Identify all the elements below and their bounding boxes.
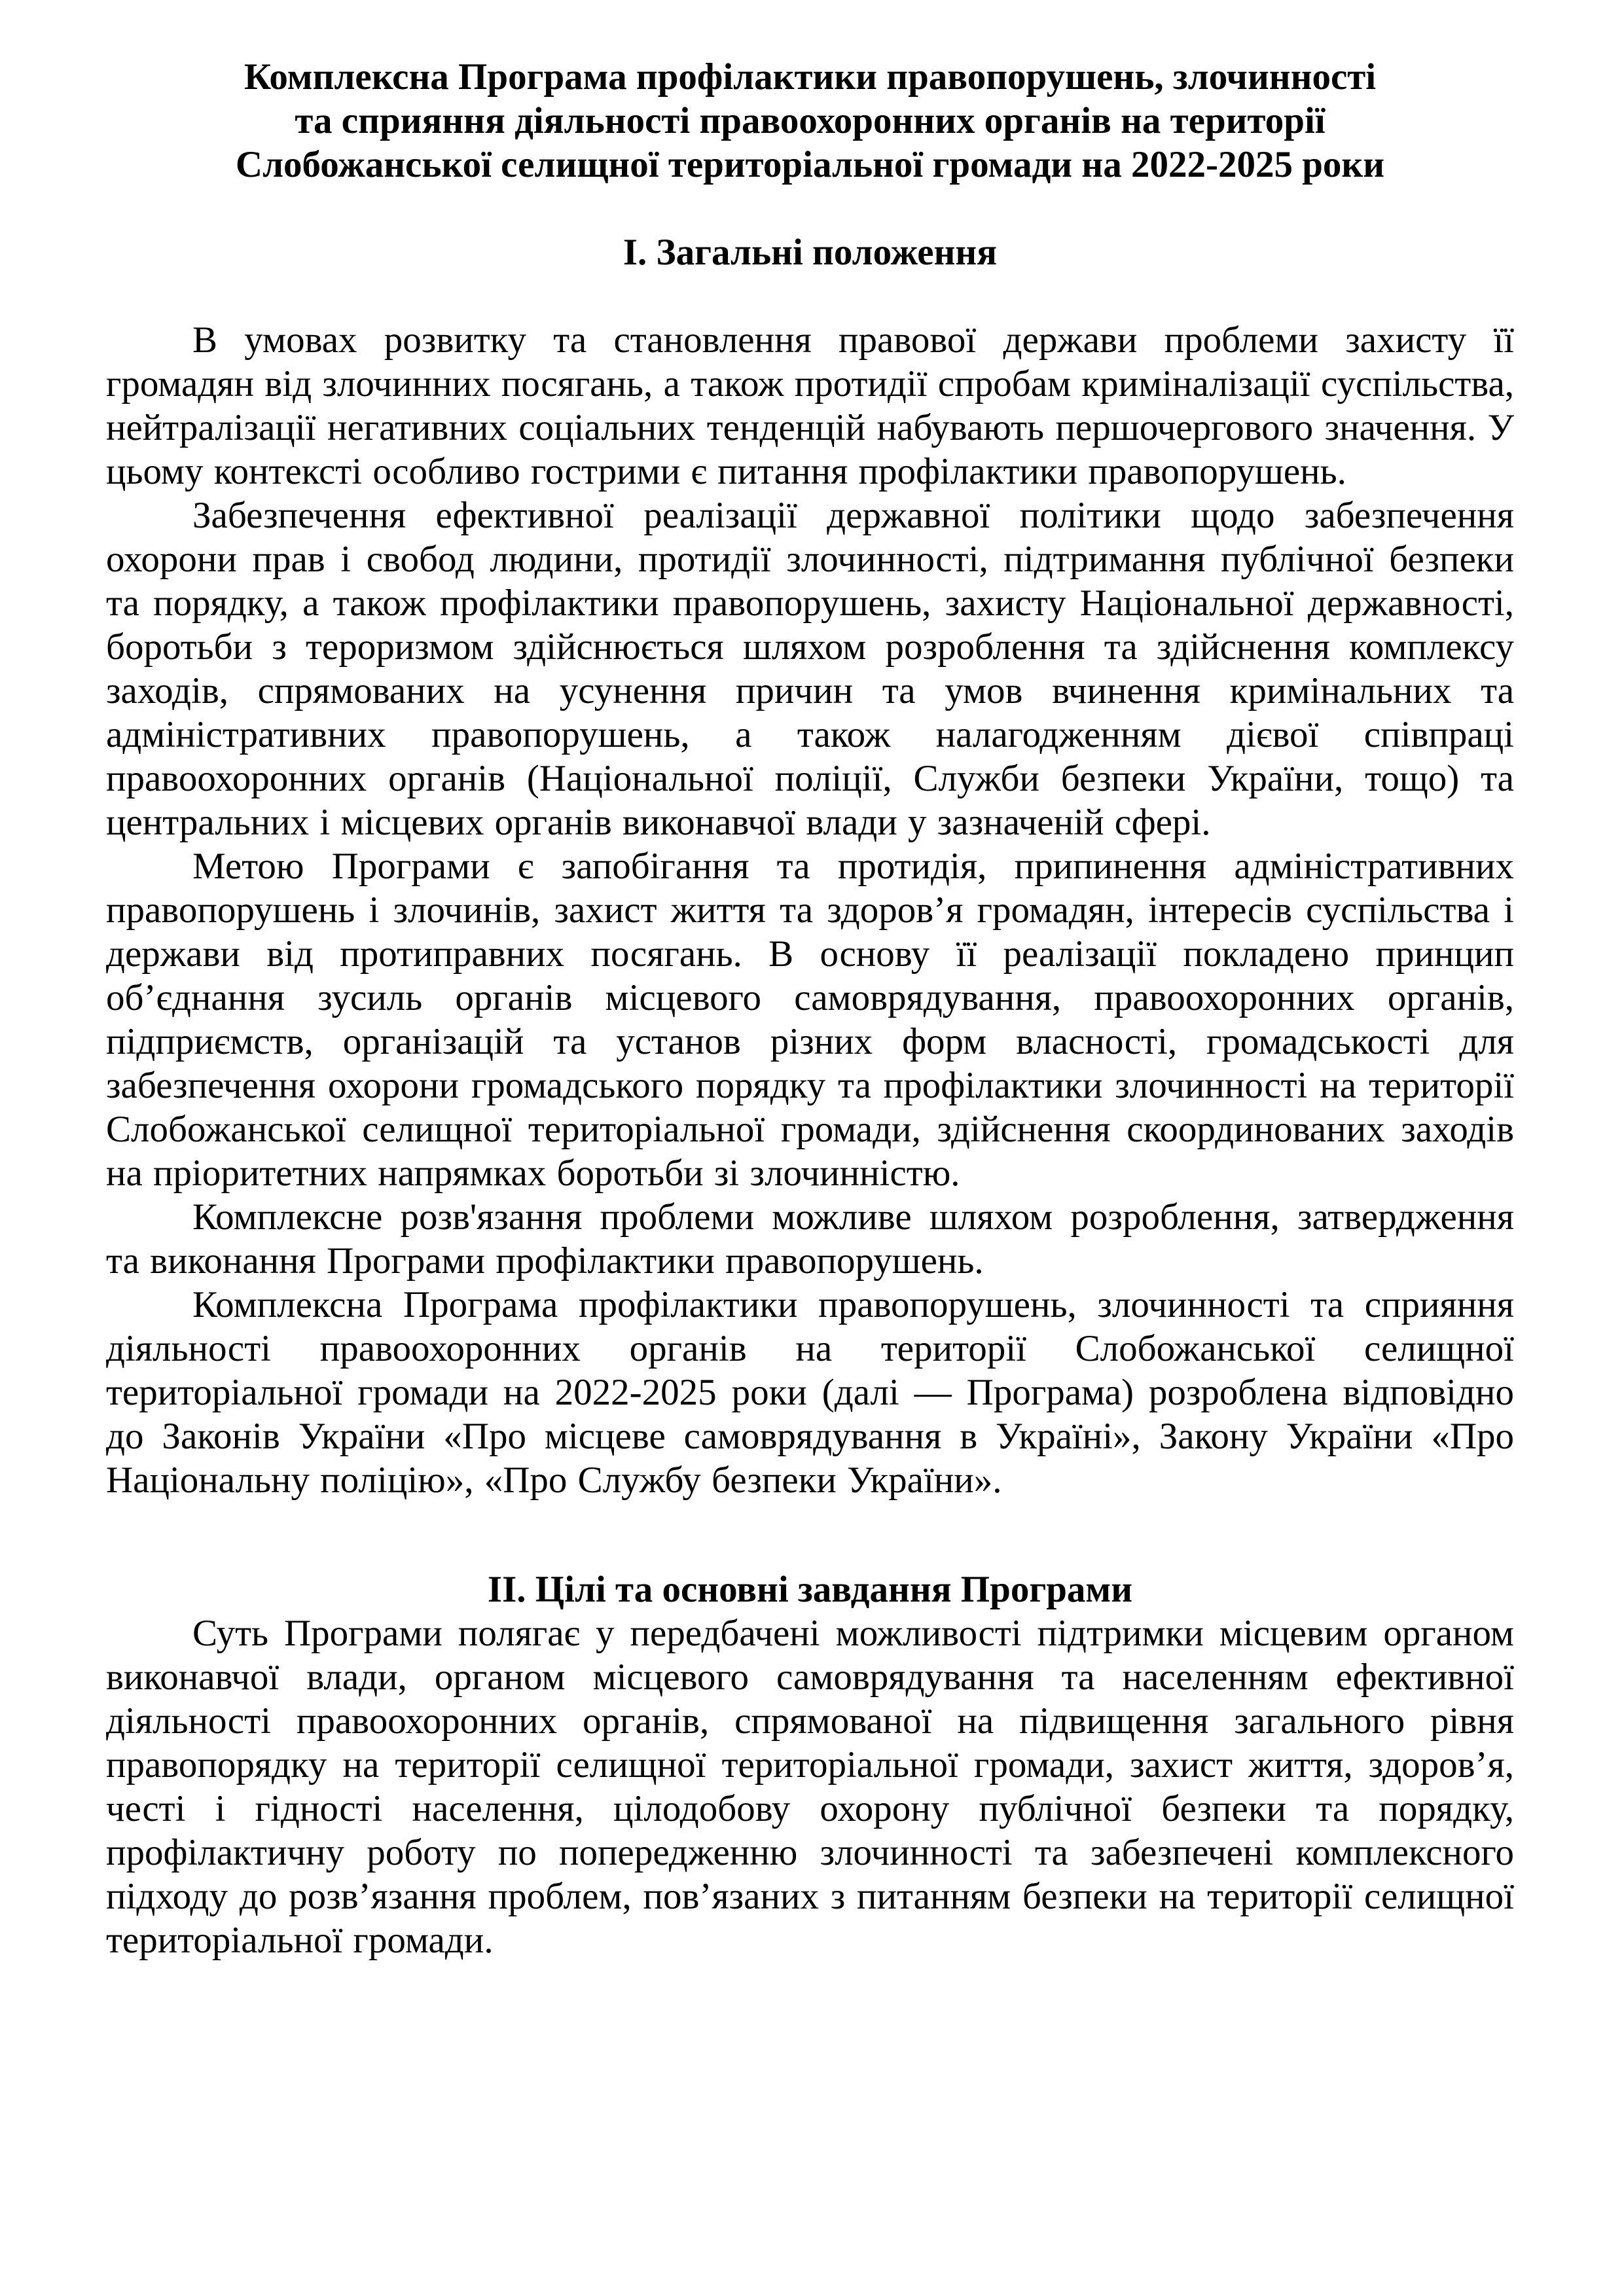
section-1-paragraph-5: Комплексна Програма профілактики правопорушень, злочинності та сприяння діяльності правоохоронних органів на території Слобожанської селищної територіальної громади на 2022-2025 роки (далі — Програма) розроблена відповідно до Законів України «Про місцеве самоврядування в Україні», Закону України «Про Національну поліцію», «Про Службу безпеки України». xyxy=(106,1284,1514,1501)
document-title xyxy=(106,55,1514,187)
section-1-paragraph-3: Метою Програми є запобігання та протидія, припинення адміністративних правопорушень і злочинів, захист життя та здоров’я громадян, інтересів суспільства і держави від протиправних посягань. В основу її реалізації покладено принцип об’єднання зусиль органів місцевого самоврядування, правоохоронних органів, підприємств, організацій та установ різних форм власності, громадськості для забезпечення охорони громадського порядку та профілактики злочинності на території Слобожанської селищної територіальної громади, здійснення скоординованих заходів на пріоритетних напрямках боротьби зі злочинністю. xyxy=(106,846,1514,1194)
document-title-line-1: Комплексна Програма профілактики правопорушень, злочинності xyxy=(244,56,1377,98)
section-1-paragraph-4: Комплексне розв'язання проблеми можливе шляхом розроблення, затвердження та виконання Програми профілактики правопорушень. xyxy=(106,1196,1514,1282)
document-title-line-2: та сприяння діяльності правоохоронних органів на території xyxy=(295,100,1326,141)
section-1-heading: І. Загальні положення xyxy=(623,232,998,273)
section-1-paragraph-2: Забезпечення ефективної реалізації державної політики щодо забезпечення охорони прав і свобод людини, протидії злочинності, підтримання публічної безпеки та порядку, а також профілактики правопорушень, захисту Національної державності, боротьби з тероризмом здійснюється шляхом розроблення та здійснення комплексу заходів, спрямованих на усунення причин та умов вчинення кримінальних та адміністративних правопорушень, а також налагодженням дієвої співпраці правоохоронних органів (Національної поліції, Служби безпеки України, тощо) та центральних і місцевих органів виконавчої влади у зазначеній сфері. xyxy=(106,495,1514,843)
section-1-paragraph-1: В умовах розвитку та становлення правової держави проблеми захисту її громадян від злочинних посягань, а також протидії спробам криміналізації суспільства, нейтралізації негативних соціальних тенденцій набувають першочергового значення. У цьому контексті особливо гострими є питання профілактики правопорушень. xyxy=(106,319,1514,492)
section-2-paragraph-1: Суть Програми полягає у передбачені можливості підтримки місцевим органом виконавчої влади, органом місцевого самоврядування та населенням ефективної діяльності правоохоронних органів, спрямованої на підвищення загального рівня правопорядку на території селищної територіальної громади, захист життя, здоров’я, честі і гідності населення, цілодобову охорону публічної безпеки та порядку, профілактичну роботу по попередженню злочинності та забезпечені комплексного підходу до розв’язання проблем, пов’язаних з питанням безпеки на території селищної територіальної громади. xyxy=(106,1613,1514,1961)
document-title-line-3: Слобожанської селищної територіальної громади на 2022-2025 роки xyxy=(235,144,1385,185)
section-2-heading: ІІ. Цілі та основні завдання Програми xyxy=(487,1569,1133,1610)
